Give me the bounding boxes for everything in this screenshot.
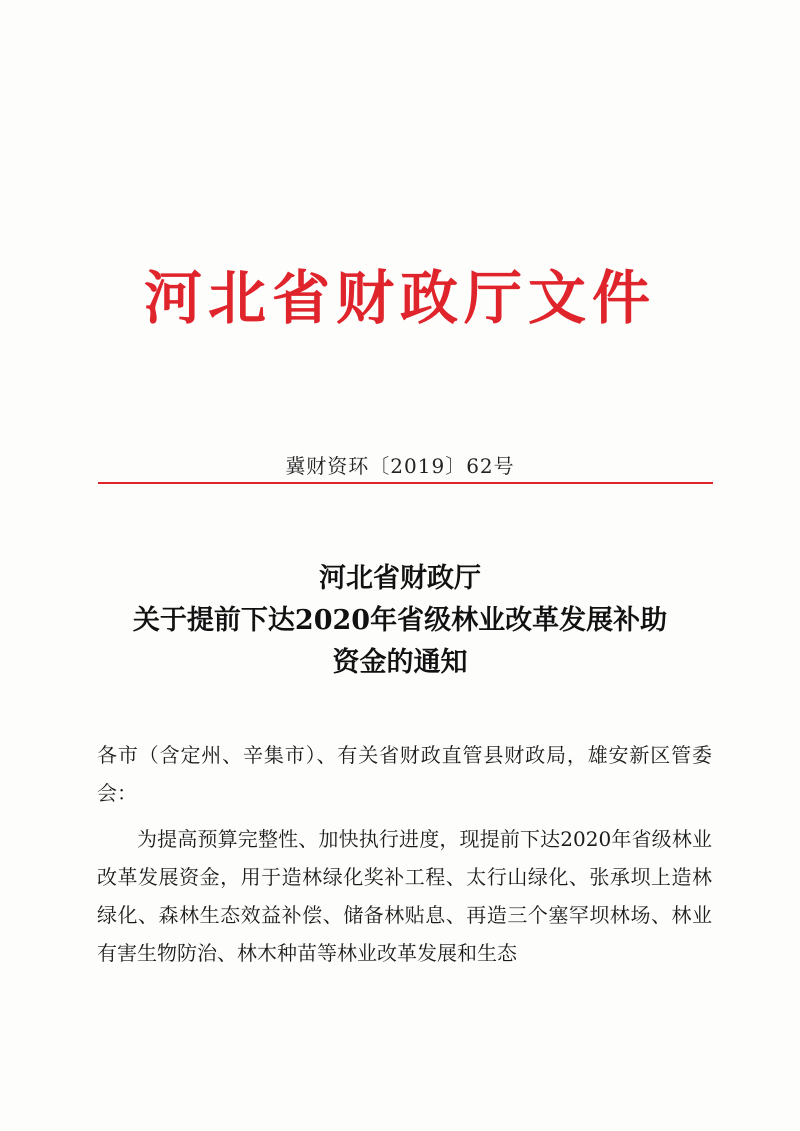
body-paragraph: 为提高预算完整性、加快执行进度，现提前下达2020年省级林业改革发展资金，用于造林绿化奖补工程、太行山绿化、张承坝上造林绿化、森林生态效益补偿、储备林贴息、再造三个塞罕坝林场、林业有害生物防治、林木种苗等林业改革发展和生态	[97, 827, 712, 965]
document-body	[97, 736, 712, 972]
title-line-subject: 关于提前下达2020年省级林业改革发展补助	[132, 605, 668, 636]
masthead-title: 河北省财政厅文件	[143, 264, 656, 332]
title-line-issuer: 河北省财政厅	[319, 563, 481, 594]
document-title	[60, 558, 740, 684]
salutation: 各市（含定州、辛集市）、有关省财政直管县财政局，雄安新区管委会：	[97, 743, 712, 805]
red-divider-line	[98, 482, 713, 484]
title-line-subject-end: 资金的通知	[332, 647, 468, 678]
document-number: 冀财资环〔2019〕62号	[285, 454, 515, 478]
